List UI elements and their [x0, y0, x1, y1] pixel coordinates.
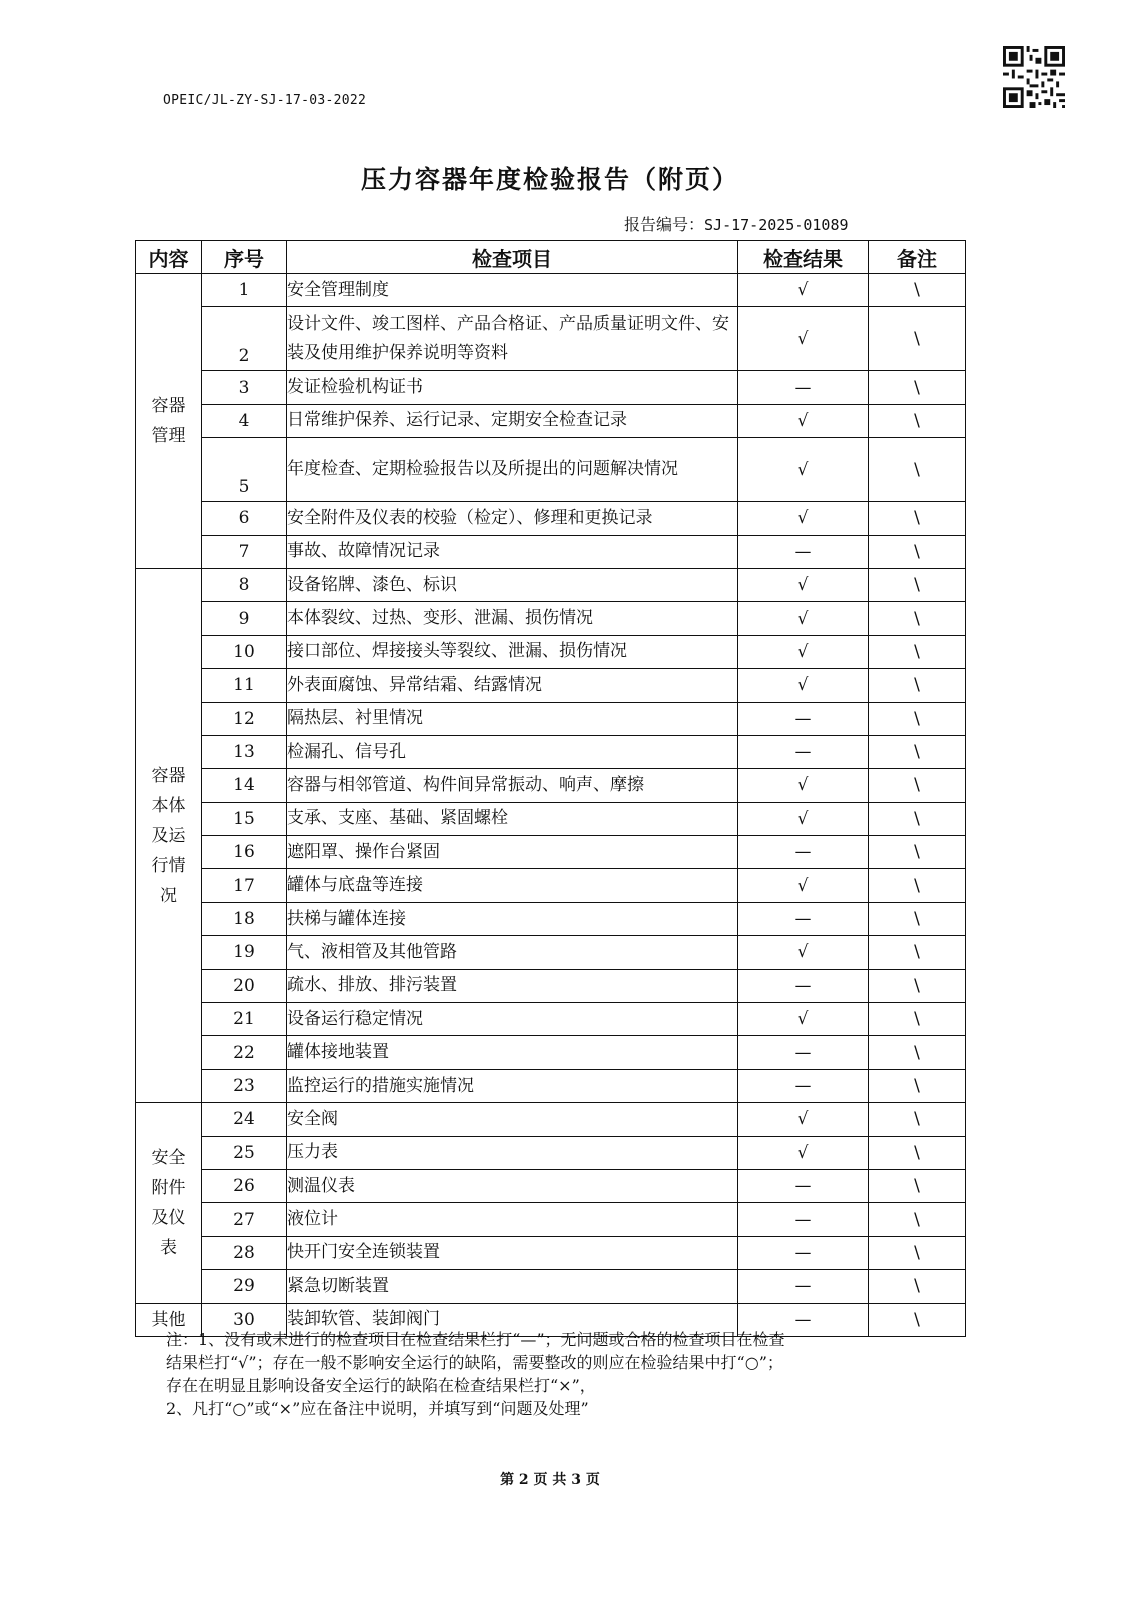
- row-remark: \: [869, 1270, 966, 1303]
- row-number: 15: [202, 802, 287, 835]
- row-remark: \: [869, 307, 966, 371]
- row-remark: \: [869, 735, 966, 768]
- row-remark: \: [869, 1136, 966, 1169]
- row-item: 检漏孔、信号孔: [287, 735, 738, 768]
- row-remark: \: [869, 1069, 966, 1102]
- row-item: 设备铭牌、漆色、标识: [287, 568, 738, 601]
- row-number: 4: [202, 404, 287, 437]
- row-result: √: [738, 635, 869, 668]
- row-remark: \: [869, 969, 966, 1002]
- row-number: 8: [202, 568, 287, 601]
- row-remark: \: [869, 669, 966, 702]
- row-result: √: [738, 602, 869, 635]
- row-number: 20: [202, 969, 287, 1002]
- table-row: [136, 602, 966, 635]
- row-remark: \: [869, 1036, 966, 1069]
- table-row: [136, 307, 966, 371]
- row-item: 安全阀: [287, 1103, 738, 1136]
- row-remark: \: [869, 802, 966, 835]
- row-result: √: [738, 936, 869, 969]
- row-item: 设计文件、竣工图样、产品合格证、产品质量证明文件、安装及使用维护保养说明等资料: [287, 307, 738, 371]
- note-line: 注：1、没有或未进行的检查项目在检查结果栏打“—”；无问题或合格的检查项目在检查: [166, 1330, 785, 1349]
- row-item: 气、液相管及其他管路: [287, 936, 738, 969]
- table-row: [136, 936, 966, 969]
- row-item: 压力表: [287, 1136, 738, 1169]
- note-line: 2、凡打“○”或“×”应在备注中说明，并填写到“问题及处理”: [166, 1399, 589, 1418]
- table-row: [136, 769, 966, 802]
- page-number: 第 2 页 共 3 页: [500, 1472, 600, 1488]
- row-remark: \: [869, 535, 966, 568]
- row-result: —: [738, 1270, 869, 1303]
- row-remark: \: [869, 602, 966, 635]
- section-label: 容器 管理: [136, 274, 202, 569]
- section-label: 其他: [136, 1303, 202, 1336]
- row-item: 安全附件及仪表的校验（检定）、修理和更换记录: [287, 502, 738, 535]
- row-result: —: [738, 1303, 869, 1336]
- row-number: 21: [202, 1003, 287, 1036]
- row-number: 29: [202, 1270, 287, 1303]
- row-remark: \: [869, 635, 966, 668]
- row-remark: \: [869, 438, 966, 502]
- report-number: [624, 212, 849, 235]
- table-row: [136, 438, 966, 502]
- row-remark: \: [869, 502, 966, 535]
- row-item: 疏水、排放、排污装置: [287, 969, 738, 1002]
- table-row: [136, 902, 966, 935]
- document-code: OPEIC/JL-ZY-SJ-17-03-2022: [163, 93, 367, 108]
- table-row: [136, 1103, 966, 1136]
- row-number: 19: [202, 936, 287, 969]
- table-row: [136, 568, 966, 601]
- row-number: 10: [202, 635, 287, 668]
- row-item: 安全管理制度: [287, 274, 738, 307]
- row-number: 16: [202, 836, 287, 869]
- section-label: 容器 本体 及运 行情 况: [136, 568, 202, 1102]
- column-header-remark: 备注: [869, 241, 966, 274]
- row-number: 6: [202, 502, 287, 535]
- row-result: —: [738, 836, 869, 869]
- row-remark: \: [869, 274, 966, 307]
- table-row: [136, 502, 966, 535]
- row-number: 17: [202, 869, 287, 902]
- row-item: 罐体接地装置: [287, 1036, 738, 1069]
- row-result: —: [738, 969, 869, 1002]
- row-item: 罐体与底盘等连接: [287, 869, 738, 902]
- table-row: [136, 1069, 966, 1102]
- row-result: —: [738, 1036, 869, 1069]
- row-item: 外表面腐蚀、异常结霜、结露情况: [287, 669, 738, 702]
- row-number: 7: [202, 535, 287, 568]
- row-number: 24: [202, 1103, 287, 1136]
- row-result: √: [738, 802, 869, 835]
- row-result: —: [738, 902, 869, 935]
- table-row: [136, 1136, 966, 1169]
- table-body: [136, 274, 966, 1337]
- row-result: √: [738, 274, 869, 307]
- table-row: [136, 1236, 966, 1269]
- row-item: 快开门安全连锁装置: [287, 1236, 738, 1269]
- row-number: 5: [202, 438, 287, 502]
- report-number-value: SJ-17-2025-01089: [704, 216, 849, 234]
- table-row: [136, 274, 966, 307]
- qr-code-icon: [1003, 46, 1065, 108]
- row-item: 支承、支座、基础、紧固螺栓: [287, 802, 738, 835]
- column-header-content: 内容: [136, 241, 202, 274]
- row-item: 年度检查、定期检验报告以及所提出的问题解决情况: [287, 438, 738, 502]
- row-result: —: [738, 1069, 869, 1102]
- row-number: 11: [202, 669, 287, 702]
- row-result: √: [738, 404, 869, 437]
- row-result: —: [738, 1169, 869, 1202]
- table-row: [136, 1270, 966, 1303]
- table-header-row: [136, 241, 966, 274]
- row-item: 紧急切断装置: [287, 1270, 738, 1303]
- row-item: 扶梯与罐体连接: [287, 902, 738, 935]
- column-header-result: 检查结果: [738, 241, 869, 274]
- inspection-table: [135, 240, 966, 1337]
- row-number: 12: [202, 702, 287, 735]
- row-number: 18: [202, 902, 287, 935]
- table-row: [136, 802, 966, 835]
- row-result: √: [738, 307, 869, 371]
- row-item: 监控运行的措施实施情况: [287, 1069, 738, 1102]
- section-label: 安全 附件 及仪 表: [136, 1103, 202, 1303]
- table-row: [136, 1003, 966, 1036]
- row-result: √: [738, 869, 869, 902]
- row-remark: \: [869, 1236, 966, 1269]
- row-number: 13: [202, 735, 287, 768]
- table-row: [136, 404, 966, 437]
- row-remark: \: [869, 568, 966, 601]
- row-result: —: [738, 702, 869, 735]
- row-number: 28: [202, 1236, 287, 1269]
- table-row: [136, 836, 966, 869]
- table-row: [136, 1036, 966, 1069]
- row-number: 22: [202, 1036, 287, 1069]
- row-item: 测温仪表: [287, 1169, 738, 1202]
- row-number: 30: [202, 1303, 287, 1336]
- row-item: 隔热层、衬里情况: [287, 702, 738, 735]
- row-item: 容器与相邻管道、构件间异常振动、响声、摩擦: [287, 769, 738, 802]
- row-item: 发证检验机构证书: [287, 371, 738, 404]
- notes: [166, 1328, 966, 1420]
- row-number: 25: [202, 1136, 287, 1169]
- row-number: 9: [202, 602, 287, 635]
- row-item: 接口部位、焊接接头等裂纹、泄漏、损伤情况: [287, 635, 738, 668]
- row-result: √: [738, 438, 869, 502]
- row-result: √: [738, 502, 869, 535]
- table-row: [136, 371, 966, 404]
- row-remark: \: [869, 1303, 966, 1336]
- row-remark: \: [869, 836, 966, 869]
- row-result: —: [738, 1203, 869, 1236]
- row-remark: \: [869, 371, 966, 404]
- row-result: √: [738, 568, 869, 601]
- row-remark: \: [869, 404, 966, 437]
- row-number: 26: [202, 1169, 287, 1202]
- row-remark: \: [869, 702, 966, 735]
- row-remark: \: [869, 1003, 966, 1036]
- row-result: √: [738, 1003, 869, 1036]
- table-row: [136, 869, 966, 902]
- row-number: 2: [202, 307, 287, 371]
- row-number: 27: [202, 1203, 287, 1236]
- note-line: 结果栏打“√”；存在一般不影响安全运行的缺陷，需要整改的则应在检验结果中打“○”；: [166, 1353, 783, 1372]
- row-remark: \: [869, 1103, 966, 1136]
- table-row: [136, 969, 966, 1002]
- row-result: √: [738, 1103, 869, 1136]
- row-item: 日常维护保养、运行记录、定期安全检查记录: [287, 404, 738, 437]
- row-remark: \: [869, 902, 966, 935]
- row-number: 3: [202, 371, 287, 404]
- row-result: —: [738, 1236, 869, 1269]
- row-result: —: [738, 535, 869, 568]
- row-remark: \: [869, 869, 966, 902]
- table-row: [136, 535, 966, 568]
- row-item: 本体裂纹、过热、变形、泄漏、损伤情况: [287, 602, 738, 635]
- note-line: 存在在明显且影响设备安全运行的缺陷在检查结果栏打“×”，: [166, 1376, 596, 1395]
- row-item: 液位计: [287, 1203, 738, 1236]
- report-number-label: 报告编号：: [624, 215, 705, 234]
- column-header-number: 序号: [202, 241, 287, 274]
- table-row: [136, 635, 966, 668]
- table-row: [136, 1203, 966, 1236]
- row-remark: \: [869, 1169, 966, 1202]
- row-result: —: [738, 735, 869, 768]
- row-remark: \: [869, 769, 966, 802]
- table-row: [136, 702, 966, 735]
- row-result: √: [738, 1136, 869, 1169]
- row-number: 23: [202, 1069, 287, 1102]
- row-remark: \: [869, 936, 966, 969]
- row-item: 事故、故障情况记录: [287, 535, 738, 568]
- table-row: [136, 669, 966, 702]
- report-title: 压力容器年度检验报告（附页）: [360, 165, 739, 194]
- row-result: √: [738, 669, 869, 702]
- table-row: [136, 1169, 966, 1202]
- row-result: √: [738, 769, 869, 802]
- column-header-item: 检查项目: [287, 241, 738, 274]
- row-number: 14: [202, 769, 287, 802]
- row-remark: \: [869, 1203, 966, 1236]
- row-item: 遮阳罩、操作台紧固: [287, 836, 738, 869]
- row-item: 设备运行稳定情况: [287, 1003, 738, 1036]
- row-result: —: [738, 371, 869, 404]
- row-number: 1: [202, 274, 287, 307]
- row-item: 装卸软管、装卸阀门: [287, 1303, 738, 1336]
- table-row: [136, 735, 966, 768]
